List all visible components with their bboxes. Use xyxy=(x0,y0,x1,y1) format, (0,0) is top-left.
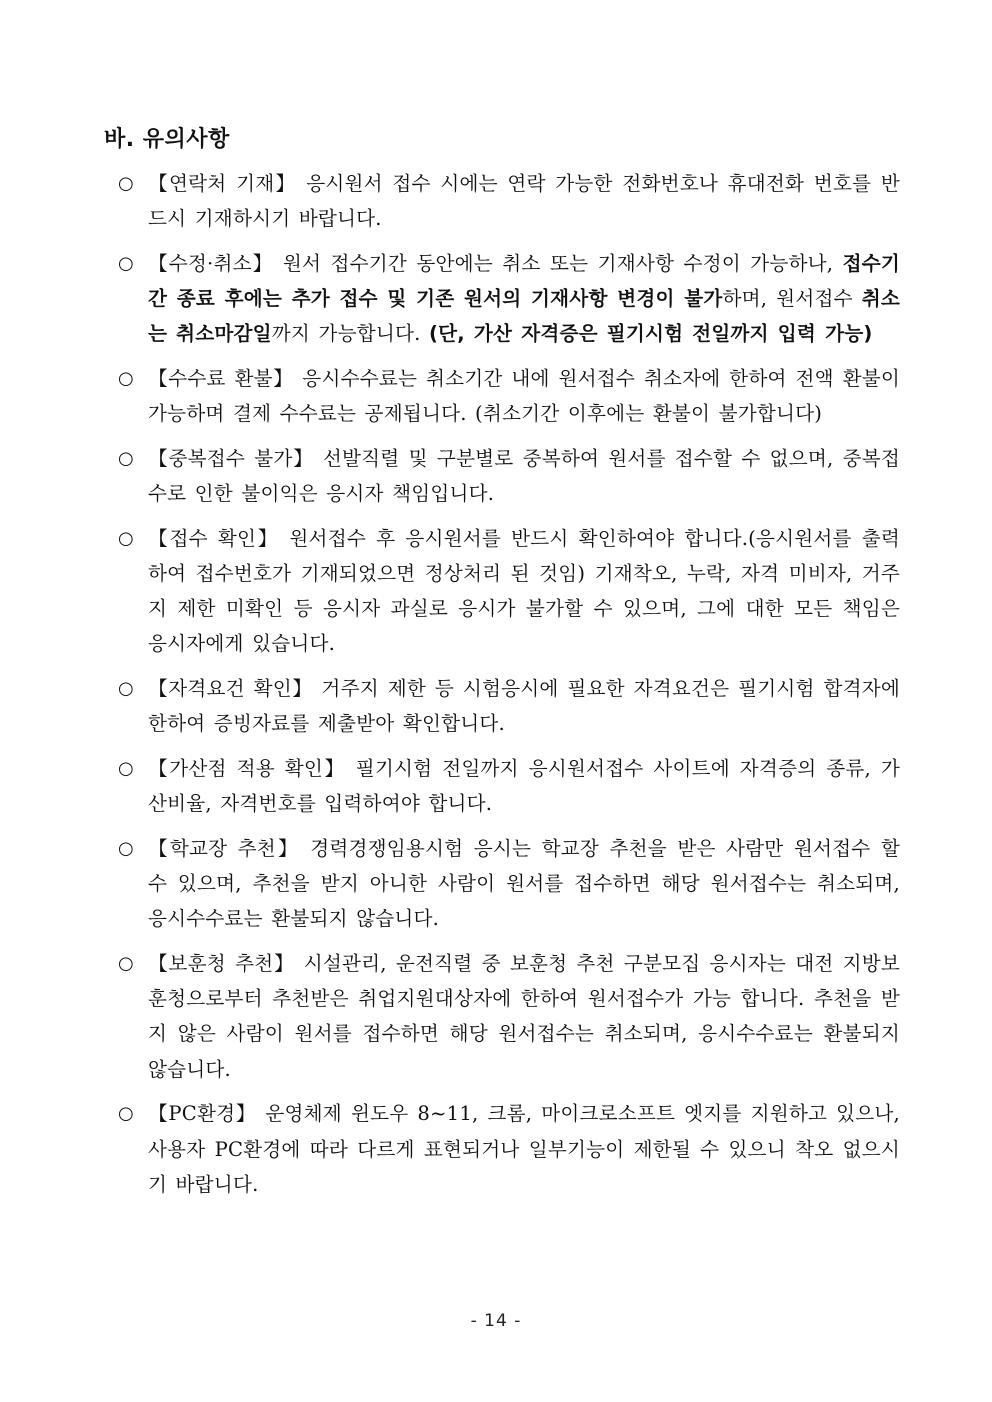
note-tag: 【학교장 추천】 xyxy=(148,836,300,860)
note-text: 하며, 원서접수 xyxy=(722,287,862,311)
note-veterans-recommendation xyxy=(116,946,900,1087)
note-text: 원서 접수기간 동안에는 취소 또는 기재사항 수정이 가능하나, xyxy=(273,251,843,275)
note-tag: 【연락처 기재】 xyxy=(148,172,297,195)
note-confirm xyxy=(116,521,900,662)
circle-bullet-icon: ○ xyxy=(118,1103,134,1125)
note-text: 거주지 제한 등 시험응시에 필요한 자격요건은 필기시험 합격자에 한하여 증빙자료를 제출받아 확인합니다. xyxy=(148,677,900,736)
note-text: 선발직렬 및 구분별로 중복하여 원서를 접수할 수 없으며, 중복접수로 인한 불이익은 응시자 책임입니다. xyxy=(148,446,901,506)
note-text: 원서접수 후 응시원서를 반드시 확인하여야 합니다.(응시원서를 출력하여 접수번호가 기재되었으면 정상처리 된 것임) 기재착오, 누락, 자격 미비자, 거주지 제한 미확인 등 응시자 과실로 응시가 불가할 수 있으며, 그에 대한 모든 책임은 응시자에게 있습니다. xyxy=(148,526,901,656)
note-tag: 【접수 확인】 xyxy=(148,526,280,550)
note-bold-text: 접수기간 종료 후에는 추가 접수 및 기존 원서의 기재사항 변경이 불가 xyxy=(148,251,900,311)
page-number: - 14 - xyxy=(470,1311,522,1331)
note-pc-environment xyxy=(116,1096,900,1202)
note-text: 까지 가능합니다. xyxy=(271,322,429,346)
note-contact xyxy=(116,166,900,236)
note-text: 응시원서 접수 시에는 연락 가능한 전화번호나 휴대전화 번호를 반드시 기재하시기 바랍니다. xyxy=(148,172,900,231)
note-bold-text: 취소는 취소마감일 xyxy=(148,287,900,346)
note-text: 경력경쟁임용시험 응시는 학교장 추천을 받은 사람만 원서접수 할 수 있으며, 추천을 받지 아니한 사람이 원서를 접수하면 해당 원서접수는 취소되며, 응시수수료는 환불되지 않습니다. xyxy=(148,836,900,931)
circle-bullet-icon: ○ xyxy=(118,252,134,274)
note-duplicate xyxy=(116,441,900,511)
circle-bullet-icon: ○ xyxy=(118,758,134,780)
note-tag: 【수수료 환불】 xyxy=(148,367,294,391)
note-bonus-points xyxy=(116,751,900,821)
circle-bullet-icon: ○ xyxy=(118,368,134,390)
circle-bullet-icon: ○ xyxy=(118,837,134,859)
section-title: 바. 유의사항 xyxy=(104,127,230,152)
note-text: 응시수수료는 취소기간 내에 원서접수 취소자에 한하여 전액 환불이 가능하며 결제 수수료는 공제됩니다. (취소기간 이후에는 환불이 불가합니다) xyxy=(148,367,900,426)
note-tag: 【가산점 적용 확인】 xyxy=(148,757,346,781)
note-text: 시설관리, 운전직렬 중 보훈청 추천 구분모집 응시자는 대전 지방보훈청으로부터 추천받은 취업지원대상자에 한하여 원서접수가 가능 합니다. 추천을 받지 않은 사람이 원서를 접수하면 해당 원서접수는 취소되며, 응시수수료는 환불되지 않습니다. xyxy=(148,952,901,1081)
note-tag: 【보훈청 추천】 xyxy=(148,952,295,976)
circle-bullet-icon: ○ xyxy=(118,678,134,700)
circle-bullet-icon: ○ xyxy=(118,953,134,975)
note-principal-recommendation xyxy=(116,831,900,937)
note-refund xyxy=(116,361,900,431)
note-bold-text: (단, 가산 자격증은 필기시험 전일까지 입력 가능) xyxy=(428,322,873,346)
circle-bullet-icon: ○ xyxy=(118,527,134,549)
circle-bullet-icon: ○ xyxy=(118,447,134,469)
note-eligibility xyxy=(116,671,900,741)
note-text: 운영체제 윈도우 8~11, 크롬, 마이크로소프트 엣지를 지원하고 있으나, 사용자 PC환경에 따라 다르게 표현되거나 일부기능이 제한될 수 있으니 착오 없으시기 바랍니다. xyxy=(148,1102,900,1196)
note-tag: 【PC환경】 xyxy=(148,1102,257,1126)
note-tag: 【중복접수 불가】 xyxy=(148,446,314,470)
circle-bullet-icon: ○ xyxy=(118,173,134,194)
note-edit-cancel xyxy=(116,246,900,352)
note-tag: 【수정·취소】 xyxy=(148,251,274,275)
note-text: 필기시험 전일까지 응시원서접수 사이트에 자격증의 종류, 가산비율, 자격번호를 입력하여야 합니다. xyxy=(148,757,900,816)
notes-list xyxy=(116,166,900,1211)
note-tag: 【자격요건 확인】 xyxy=(148,677,313,701)
